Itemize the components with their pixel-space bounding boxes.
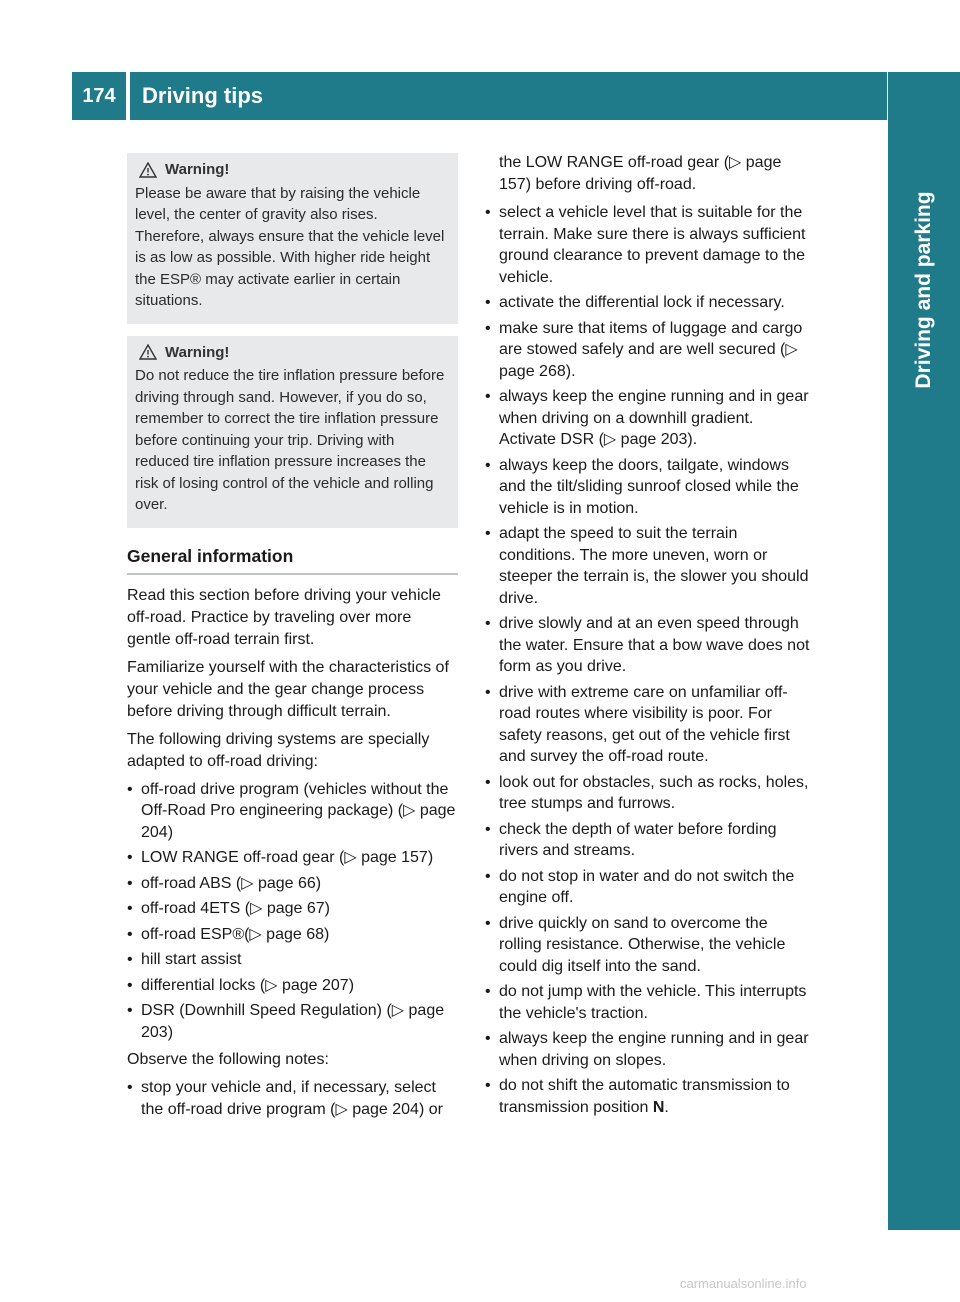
list-item: • make sure that items of luggage and cargo are stowed safely and are well secured (▷ page 268). <box>485 318 813 383</box>
list-item: • drive slowly and at an even speed through the water. Ensure that a bow wave does not form as you drive. <box>485 613 813 678</box>
systems-list <box>127 779 458 1044</box>
transmission-position: N <box>652 1098 665 1116</box>
chapter-marker <box>888 1182 936 1230</box>
list-item: • always keep the engine running and in gear when driving on a downhill gradient. Activate DSR (▷ page 203). <box>485 386 813 451</box>
list-item-text: do not shift the automatic transmission to transmission position <box>499 1077 790 1116</box>
list-item: • hill start assist <box>127 949 458 971</box>
right-column <box>485 152 813 1124</box>
warning-triangle-icon <box>139 344 157 360</box>
list-item: • always keep the doors, tailgate, windows and the tilt/sliding sunroof closed while the vehicle is in motion. <box>485 455 813 520</box>
list-item-continuation: the LOW RANGE off-road gear (▷ page 157) before driving off-road. <box>499 154 782 193</box>
warning-title: Warning! <box>165 343 230 361</box>
warning-text: Please be aware that by raising the vehicle level, the center of gravity also rises. Therefore, always ensure that the vehicle level is as low as possible. With higher ride height the ESP® may activate earlier in certain situations. <box>135 184 445 309</box>
list-item: • off-road ABS (▷ page 66) <box>127 873 458 895</box>
paragraph: The following driving systems are specially adapted to off-road driving: <box>127 730 430 770</box>
chapter-label: Driving and parking <box>912 191 935 389</box>
notes-list <box>127 1077 458 1120</box>
page-title: Driving tips <box>130 72 887 120</box>
list-item: • DSR (Downhill Speed Regulation) (▷ page 203) <box>127 1000 458 1043</box>
list-item: • always keep the engine running and in gear when driving on slopes. <box>485 1028 813 1071</box>
list-item: • off-road ESP®(▷ page 68) <box>127 924 458 946</box>
watermark: carmanualsonline.info <box>680 1276 807 1291</box>
list-item: • differential locks (▷ page 207) <box>127 975 458 997</box>
warning-header <box>135 159 450 181</box>
warning-box-tire-pressure <box>127 336 458 528</box>
notes-list <box>485 202 813 1118</box>
list-item: • drive with extreme care on unfamiliar off-road routes where visibility is poor. For safety reasons, get out of the vehicle first and survey the off-road route. <box>485 682 813 768</box>
list-item: • select a vehicle level that is suitable for the terrain. Make sure there is always sufficient ground clearance to prevent damage to the vehicle. <box>485 202 813 288</box>
warning-title: Warning! <box>165 161 230 178</box>
warning-triangle-icon <box>139 162 157 178</box>
paragraph: Familiarize yourself with the characteristics of your vehicle and the gear change process before driving through difficult terrain. <box>127 658 449 720</box>
left-column <box>127 153 458 1126</box>
list-item: • drive quickly on sand to overcome the rolling resistance. Otherwise, the vehicle could dig itself into the sand. <box>485 913 813 978</box>
warning-text: Do not reduce the tire inflation pressure before driving through sand. However, if you do so, remember to correct the tire inflation pressure before continuing your trip. Driving with reduced tire inflation pressure increases the risk of losing control of the vehicle and rolling over. <box>135 367 445 513</box>
list-item: • look out for obstacles, such as rocks, holes, tree stumps and furrows. <box>485 772 813 815</box>
list-item: • adapt the speed to suit the terrain conditions. The more uneven, worn or steeper the terrain is, the slower you should drive. <box>485 523 813 609</box>
list-item-end: . <box>664 1098 669 1116</box>
page-number: 174 <box>72 72 126 120</box>
paragraph: Observe the following notes: <box>127 1051 329 1068</box>
list-item: • LOW RANGE off-road gear (▷ page 157) <box>127 847 458 869</box>
list-item: • stop your vehicle and, if necessary, select the off-road drive program (▷ page 204) or <box>127 1077 458 1120</box>
paragraph: Read this section before driving your vehicle off-road. Practice by traveling over more gentle off-road terrain first. <box>127 586 441 648</box>
list-item <box>485 1075 813 1118</box>
list-item: • do not stop in water and do not switch the engine off. <box>485 866 813 909</box>
list-item: • activate the differential lock if necessary. <box>485 292 813 314</box>
list-item: • do not jump with the vehicle. This interrupts the vehicle's traction. <box>485 981 813 1024</box>
warning-box-ride-height <box>127 153 458 324</box>
section-heading: General information <box>127 540 458 575</box>
warning-header <box>135 342 450 364</box>
list-item: • off-road drive program (vehicles without the Off-Road Pro engineering package) (▷ page 204) <box>127 779 458 844</box>
list-item: • off-road 4ETS (▷ page 67) <box>127 898 458 920</box>
list-item: • check the depth of water before fording rivers and streams. <box>485 819 813 862</box>
